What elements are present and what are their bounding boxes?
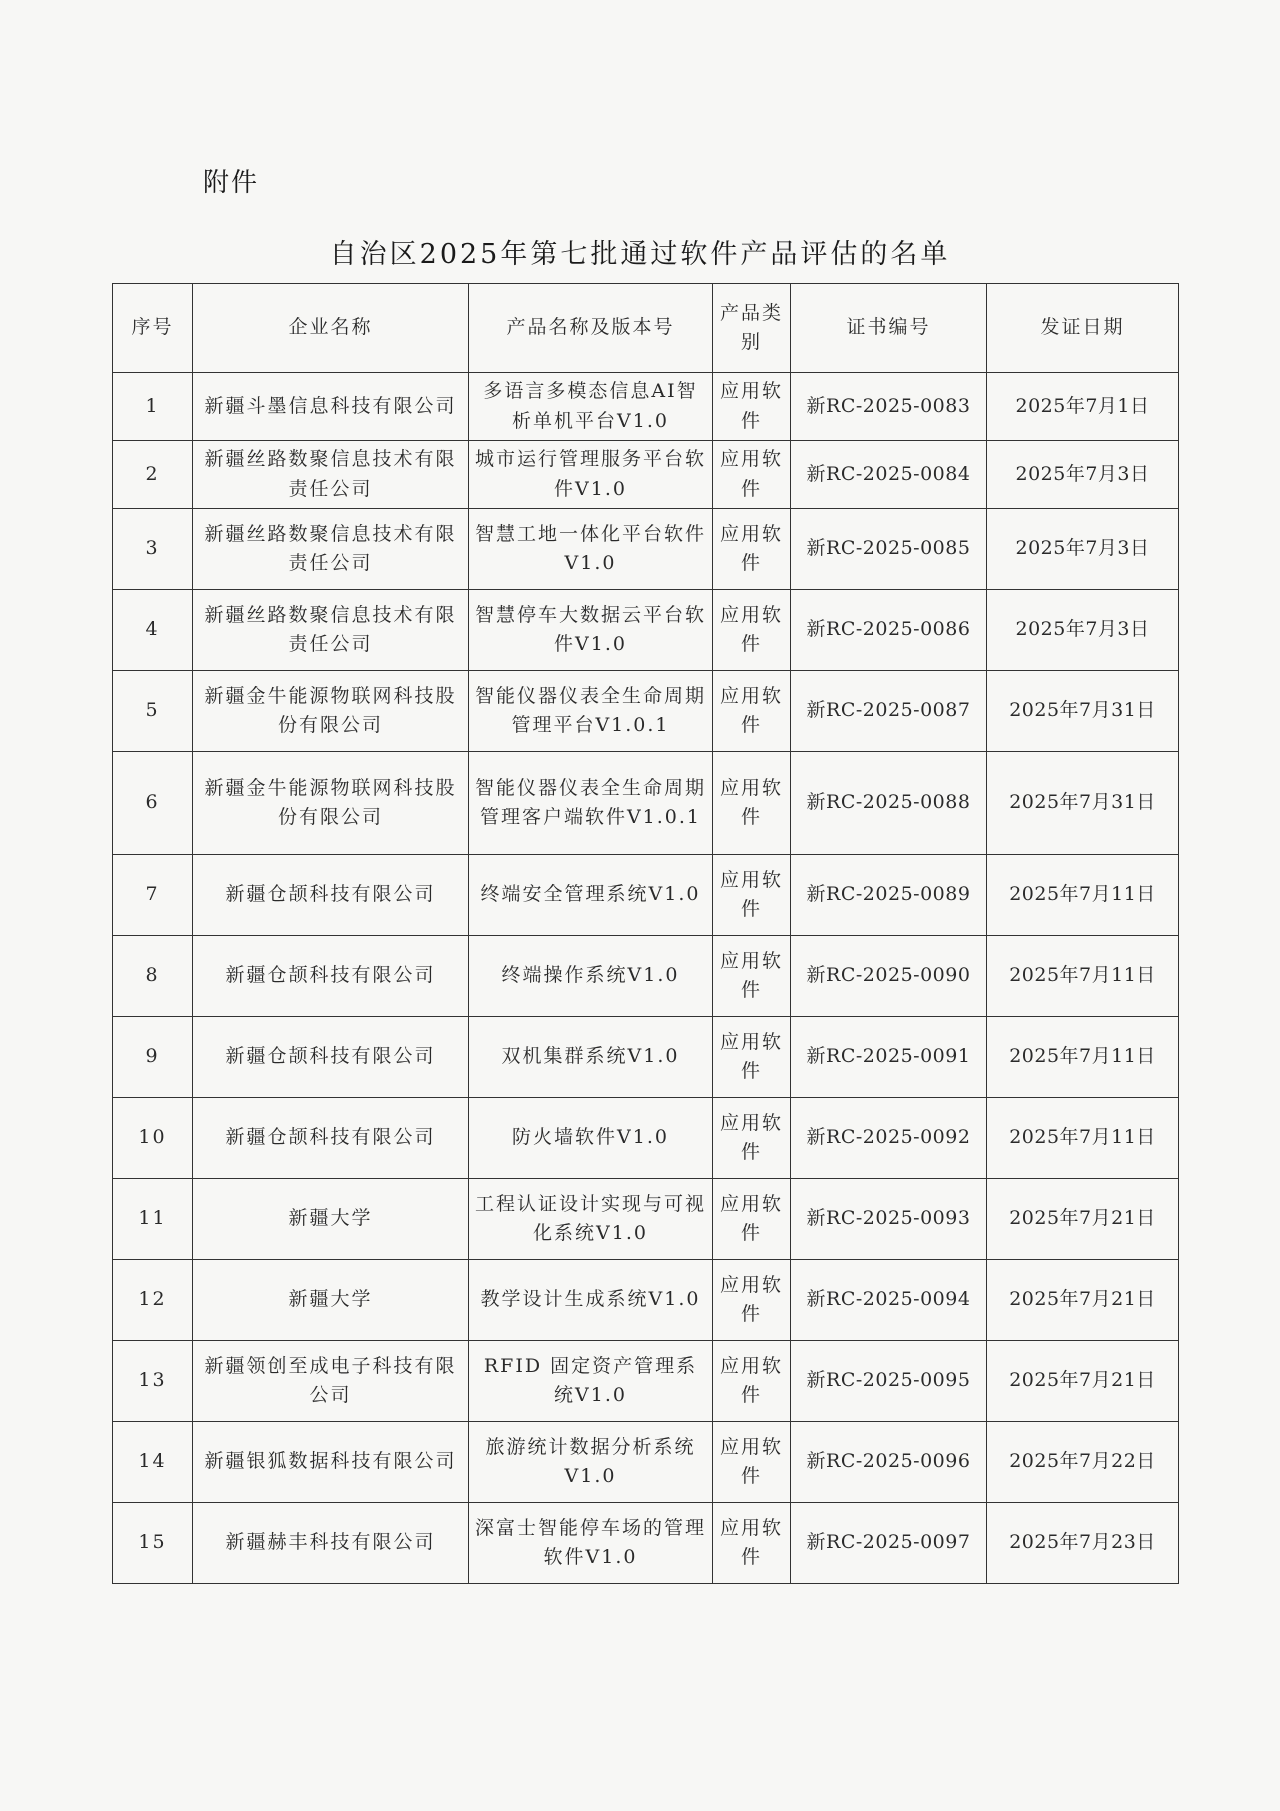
table-row: [113, 1179, 1179, 1260]
table-row: [113, 509, 1179, 590]
cell-company: 新疆丝路数聚信息技术有限责任公司: [193, 509, 469, 590]
cell-date: 2025年7月11日: [987, 855, 1179, 936]
table-row: [113, 1017, 1179, 1098]
table-row: [113, 855, 1179, 936]
table-row: [113, 373, 1179, 441]
cell-product: RFID 固定资产管理系统V1.0: [469, 1341, 713, 1422]
cell-cert: 新RC-2025-0095: [791, 1341, 987, 1422]
cell-date: 2025年7月31日: [987, 671, 1179, 752]
cell-cert: 新RC-2025-0083: [791, 373, 987, 441]
cell-seq: 5: [113, 671, 193, 752]
cell-cert: 新RC-2025-0087: [791, 671, 987, 752]
table-header-row: [113, 284, 1179, 373]
cell-cert: 新RC-2025-0085: [791, 509, 987, 590]
cell-seq: 3: [113, 509, 193, 590]
cell-category: 应用软件: [713, 1422, 791, 1503]
evaluation-roster-table: [112, 283, 1179, 1584]
cell-seq: 6: [113, 752, 193, 855]
cell-category: 应用软件: [713, 752, 791, 855]
cell-date: 2025年7月21日: [987, 1341, 1179, 1422]
cell-seq: 14: [113, 1422, 193, 1503]
table-row: [113, 441, 1179, 509]
cell-seq: 11: [113, 1179, 193, 1260]
cell-cert: 新RC-2025-0097: [791, 1503, 987, 1584]
cell-date: 2025年7月23日: [987, 1503, 1179, 1584]
cell-category: 应用软件: [713, 590, 791, 671]
table-body: [113, 373, 1179, 1584]
cell-cert: 新RC-2025-0090: [791, 936, 987, 1017]
cell-cert: 新RC-2025-0093: [791, 1179, 987, 1260]
cell-date: 2025年7月3日: [987, 509, 1179, 590]
header-seq: 序号: [113, 284, 193, 373]
cell-category: 应用软件: [713, 1098, 791, 1179]
cell-category: 应用软件: [713, 1260, 791, 1341]
cell-product: 智能仪器仪表全生命周期管理客户端软件V1.0.1: [469, 752, 713, 855]
cell-date: 2025年7月31日: [987, 752, 1179, 855]
cell-cert: 新RC-2025-0088: [791, 752, 987, 855]
cell-category: 应用软件: [713, 936, 791, 1017]
cell-product: 防火墙软件V1.0: [469, 1098, 713, 1179]
cell-product: 智慧工地一体化平台软件V1.0: [469, 509, 713, 590]
header-category: 产品类别: [713, 284, 791, 373]
cell-product: 智能仪器仪表全生命周期管理平台V1.0.1: [469, 671, 713, 752]
table-row: [113, 1341, 1179, 1422]
table-row: [113, 1260, 1179, 1341]
cell-company: 新疆大学: [193, 1260, 469, 1341]
cell-cert: 新RC-2025-0084: [791, 441, 987, 509]
cell-product: 城市运行管理服务平台软件V1.0: [469, 441, 713, 509]
cell-seq: 7: [113, 855, 193, 936]
document-title: 自治区2025年第七批通过软件产品评估的名单: [329, 239, 951, 270]
cell-company: 新疆斗墨信息科技有限公司: [193, 373, 469, 441]
cell-seq: 8: [113, 936, 193, 1017]
header-company: 企业名称: [193, 284, 469, 373]
cell-cert: 新RC-2025-0096: [791, 1422, 987, 1503]
cell-date: 2025年7月11日: [987, 1017, 1179, 1098]
cell-company: 新疆大学: [193, 1179, 469, 1260]
header-product: 产品名称及版本号: [469, 284, 713, 373]
cell-category: 应用软件: [713, 1179, 791, 1260]
cell-cert: 新RC-2025-0094: [791, 1260, 987, 1341]
cell-date: 2025年7月11日: [987, 936, 1179, 1017]
cell-cert: 新RC-2025-0089: [791, 855, 987, 936]
table-row: [113, 752, 1179, 855]
cell-company: 新疆仓颉科技有限公司: [193, 855, 469, 936]
cell-category: 应用软件: [713, 1341, 791, 1422]
cell-seq: 13: [113, 1341, 193, 1422]
cell-product: 多语言多模态信息AI智析单机平台V1.0: [469, 373, 713, 441]
cell-date: 2025年7月11日: [987, 1098, 1179, 1179]
cell-date: 2025年7月22日: [987, 1422, 1179, 1503]
header-date: 发证日期: [987, 284, 1179, 373]
cell-category: 应用软件: [713, 509, 791, 590]
cell-product: 深富士智能停车场的管理软件V1.0: [469, 1503, 713, 1584]
cell-date: 2025年7月1日: [987, 373, 1179, 441]
cell-category: 应用软件: [713, 441, 791, 509]
cell-category: 应用软件: [713, 373, 791, 441]
table-row: [113, 1422, 1179, 1503]
cell-seq: 2: [113, 441, 193, 509]
cell-company: 新疆仓颉科技有限公司: [193, 936, 469, 1017]
cell-company: 新疆金牛能源物联网科技股份有限公司: [193, 671, 469, 752]
table-row: [113, 936, 1179, 1017]
cell-cert: 新RC-2025-0086: [791, 590, 987, 671]
cell-seq: 10: [113, 1098, 193, 1179]
table-row: [113, 590, 1179, 671]
attachment-label: 附件: [203, 168, 260, 198]
cell-category: 应用软件: [713, 671, 791, 752]
cell-date: 2025年7月3日: [987, 590, 1179, 671]
cell-product: 终端安全管理系统V1.0: [469, 855, 713, 936]
cell-company: 新疆仓颉科技有限公司: [193, 1098, 469, 1179]
cell-company: 新疆领创至成电子科技有限公司: [193, 1341, 469, 1422]
cell-seq: 4: [113, 590, 193, 671]
cell-product: 终端操作系统V1.0: [469, 936, 713, 1017]
cell-product: 智慧停车大数据云平台软件V1.0: [469, 590, 713, 671]
cell-cert: 新RC-2025-0091: [791, 1017, 987, 1098]
table-row: [113, 1098, 1179, 1179]
cell-product: 双机集群系统V1.0: [469, 1017, 713, 1098]
header-cert: 证书编号: [791, 284, 987, 373]
cell-company: 新疆丝路数聚信息技术有限责任公司: [193, 441, 469, 509]
cell-date: 2025年7月21日: [987, 1260, 1179, 1341]
cell-seq: 15: [113, 1503, 193, 1584]
cell-company: 新疆银狐数据科技有限公司: [193, 1422, 469, 1503]
table-row: [113, 671, 1179, 752]
table-row: [113, 1503, 1179, 1584]
cell-company: 新疆丝路数聚信息技术有限责任公司: [193, 590, 469, 671]
cell-company: 新疆赫丰科技有限公司: [193, 1503, 469, 1584]
cell-cert: 新RC-2025-0092: [791, 1098, 987, 1179]
cell-date: 2025年7月21日: [987, 1179, 1179, 1260]
cell-category: 应用软件: [713, 1017, 791, 1098]
cell-category: 应用软件: [713, 855, 791, 936]
cell-category: 应用软件: [713, 1503, 791, 1584]
cell-seq: 9: [113, 1017, 193, 1098]
cell-date: 2025年7月3日: [987, 441, 1179, 509]
cell-product: 工程认证设计实现与可视化系统V1.0: [469, 1179, 713, 1260]
cell-company: 新疆金牛能源物联网科技股份有限公司: [193, 752, 469, 855]
cell-product: 旅游统计数据分析系统V1.0: [469, 1422, 713, 1503]
cell-product: 教学设计生成系统V1.0: [469, 1260, 713, 1341]
cell-seq: 1: [113, 373, 193, 441]
cell-seq: 12: [113, 1260, 193, 1341]
cell-company: 新疆仓颉科技有限公司: [193, 1017, 469, 1098]
